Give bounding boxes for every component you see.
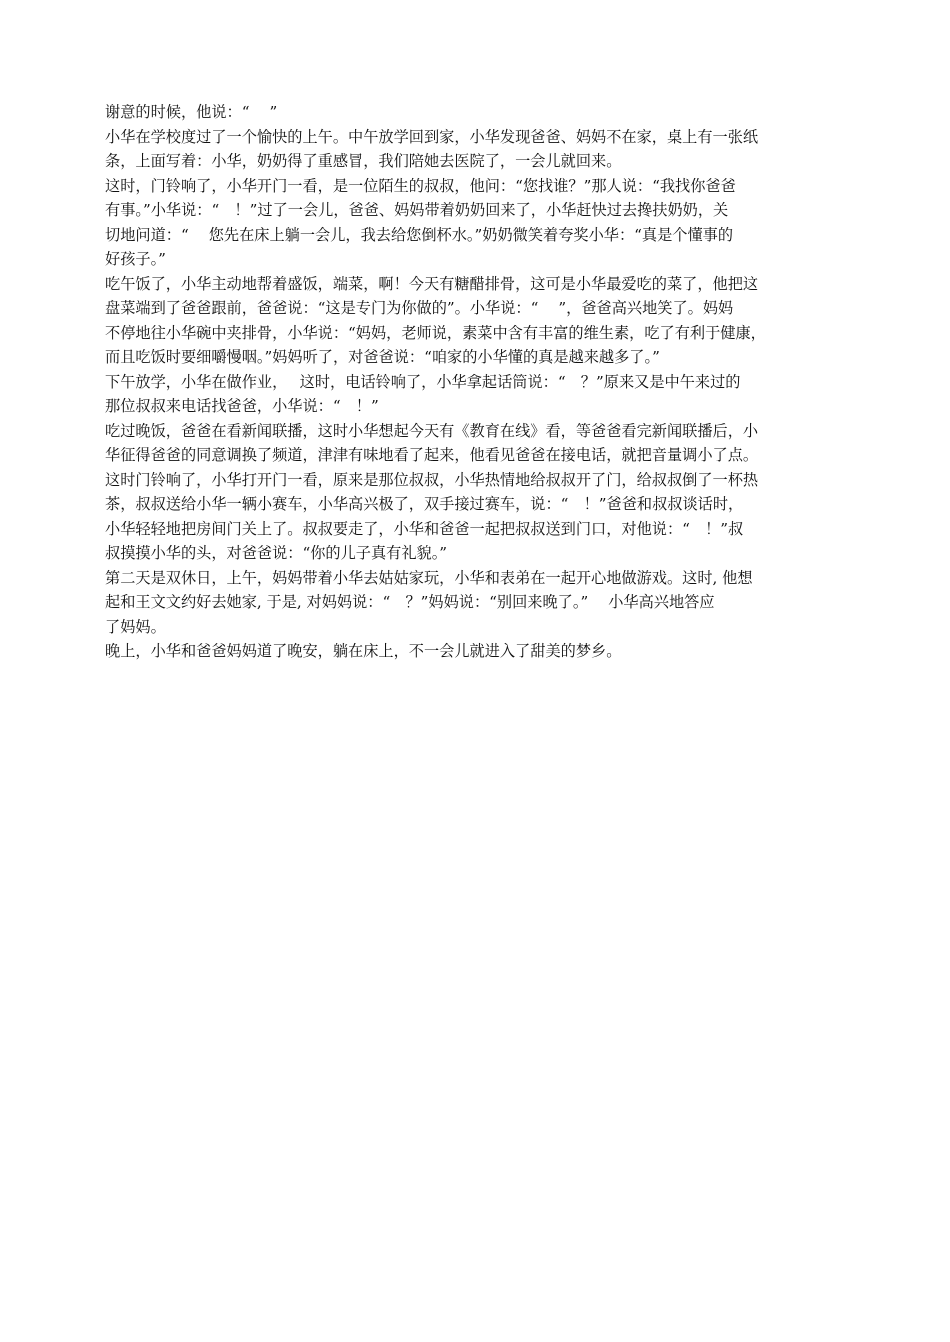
text-line: 小华轻轻地把房间门关上了。叔叔要走了，小华和爸爸一起把叔叔送到门口，对他说：“ ！”叔 <box>105 519 744 538</box>
text-line: 有事。”小华说：“ ！”过了一会儿，爸爸、妈妈带着奶奶回来了，小华赶快过去搀扶奶奶，关 <box>105 201 729 219</box>
text-line: 这时门铃响了，小华打开门一看，原来是那位叔叔，小华热情地给叔叔开了门，给叔叔倒了一杯热 <box>105 470 759 489</box>
text-line: 吃过晚饭，爸爸在看新闻联播，这时小华想起今天有《教育在线》看，等爸爸看完新闻联播后，小 <box>105 421 759 440</box>
text-line: 好孩子。” <box>105 250 166 268</box>
document-body <box>105 100 847 664</box>
text-line: 切地问道：“ 您先在床上躺一会儿，我去给您倒杯水。”奶奶微笑着夸奖小华：“真是个懂事的 <box>105 225 734 244</box>
text-line: 起和王文文约好去她家, 于是, 对妈妈说：“ ？”妈妈说：“别回来晚了。” 小华高兴地答应 <box>105 593 715 611</box>
text-line: 条，上面写着：小华，奶奶得了重感冒，我们陪她去医院了，一会儿就回来。 <box>105 152 622 170</box>
text-line: 下午放学，小华在做作业， 这时，电话铃响了，小华拿起话筒说：“ ？”原来又是中午来过的 <box>105 372 741 391</box>
text-line: 不停地往小华碗中夹排骨，小华说：“妈妈，老师说，素菜中含有丰富的维生素，吃了有利于健康， <box>105 323 766 342</box>
text-line: 第二天是双休日，上午，妈妈带着小华去姑姑家玩，小华和表弟在一起开心地做游戏。这时, 他想 <box>105 568 753 587</box>
text-line: 华征得爸爸的同意调换了频道，津津有味地看了起来，他看见爸爸在接电话，就把音量调小了点。 <box>105 446 759 464</box>
text-line: 盘菜端到了爸爸跟前，爸爸说：“这是专门为你做的”。小华说：“ ”，爸爸高兴地笑了。妈妈 <box>105 299 734 317</box>
text-line: 晚上，小华和爸爸妈妈道了晚安，躺在床上，不一会儿就进入了甜美的梦乡。 <box>105 642 622 660</box>
text-line: 那位叔叔来电话找爸爸，小华说：“ ！” <box>105 397 379 415</box>
text-line: 这时，门铃响了，小华开门一看，是一位陌生的叔叔，他问：“您找谁？”那人说：“我找你爸爸 <box>105 176 736 195</box>
text-line: 小华在学校度过了一个愉快的上午。中午放学回到家，小华发现爸爸、妈妈不在家，桌上有一张纸 <box>105 127 759 146</box>
text-line: 吃午饭了，小华主动地帮着盛饭，端菜，啊！今天有糖醋排骨，这可是小华最爱吃的菜了，他把这 <box>105 274 759 293</box>
text-line: 谢意的时候，他说：“ ” <box>105 103 278 121</box>
text-line: 茶，叔叔送给小华一辆小赛车，小华高兴极了，双手接过赛车，说：“ ！”爸爸和叔叔谈话时， <box>105 495 744 513</box>
text-line: 而且吃饭时要细嚼慢咽。”妈妈听了，对爸爸说：“咱家的小华懂的真是越来越多了。” <box>105 348 660 366</box>
text-line: 了妈妈。 <box>105 617 166 636</box>
text-line: 叔摸摸小华的头，对爸爸说：“你的儿子真有礼貌。” <box>105 544 448 562</box>
